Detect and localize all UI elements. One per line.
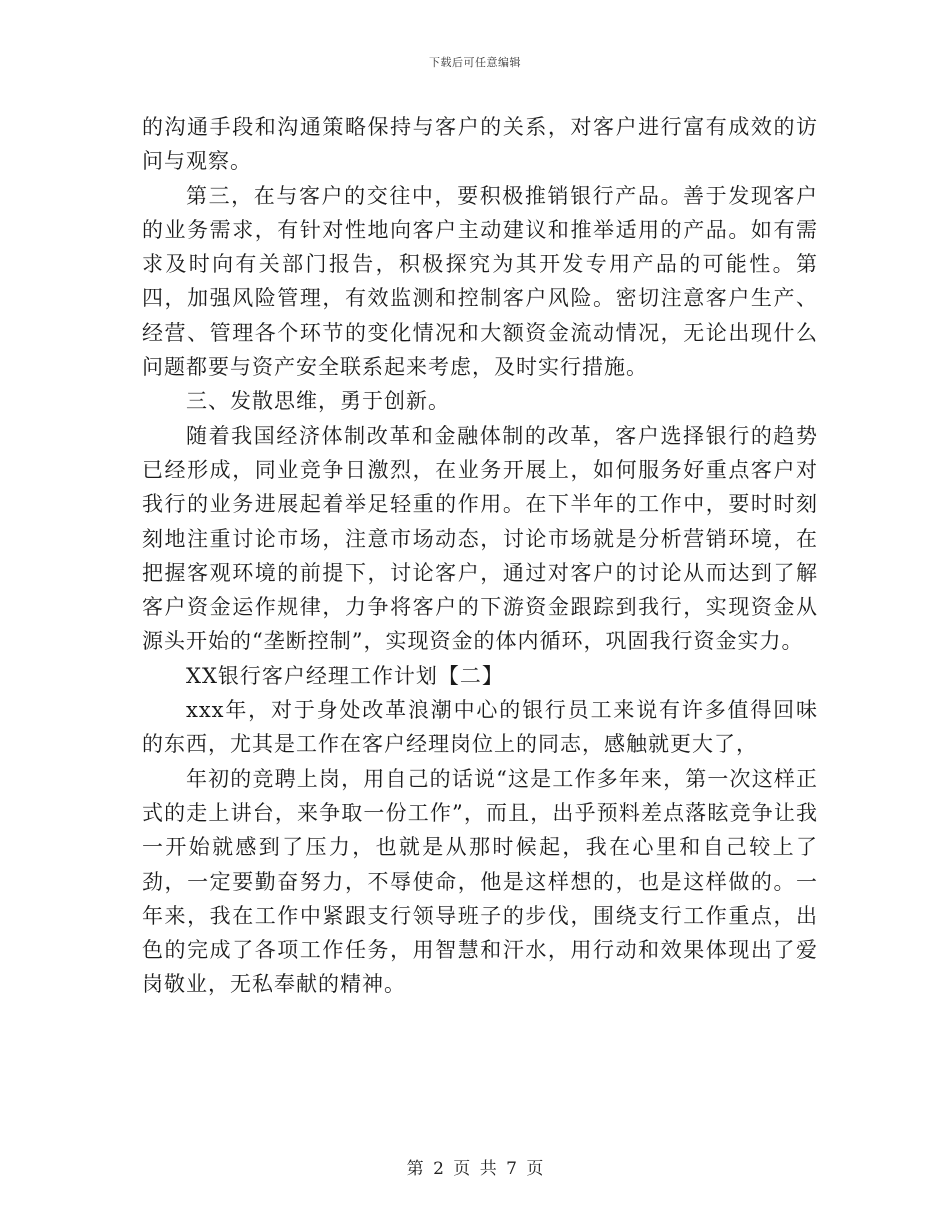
paragraph: 随着我国经济体制改革和金融体制的改革，客户选择银行的趋势已经形成，同业竞争日激烈，在业务开展上，如何服务好重点客户对我行的业务进展起着举足轻重的作用。在下半年的工作中，要时时刻刻地注重讨论市场，注意市场动态，讨论市场就是分析营销环境，在把握客观环境的前提下，讨论客户，通过对客户的讨论从而达到了解客户资金运作规律，力争将客户的下游资金跟踪到我行，实现资金从源头开始的“垄断控制”，实现资金的体内循环，巩固我行资金实力。 — [142, 423, 818, 654]
paragraph: xxx年，对于身处改革浪潮中心的银行员工来说有许多值得回味的东西，尤其是工作在客户经理岗位上的同志，感触就更大了， — [142, 698, 818, 757]
document-body — [142, 110, 818, 1002]
section-heading: 三、发散思维，勇于创新。 — [186, 389, 450, 414]
page-header: 下载后可任意编辑 — [429, 56, 521, 69]
paragraph: 的沟通手段和沟通策略保持与客户的关系，对客户进行富有成效的访问与观察。 — [142, 115, 818, 174]
page-number-footer: 第 2 页 共 7 页 — [406, 1159, 544, 1179]
section-title: XX银行客户经理工作计划【二】 — [186, 663, 504, 688]
paragraph: 第三，在与客户的交往中，要积极推销银行产品。善于发现客户的业务需求，有针对性地向客户主动建议和推举适用的产品。如有需求及时向有关部门报告，积极探究为其开发专用产品的可能性。第四，加强风险管理，有效监测和控制客户风险。密切注意客户生产、经营、管理各个环节的变化情况和大额资金流动情况，无论出现什么问题都要与资产安全联系起来考虑，及时实行措施。 — [142, 183, 818, 380]
paragraph: 年初的竞聘上岗，用自己的话说“这是工作多年来，第一次这样正式的走上讲台，来争取一份工作”，而且，出乎预料差点落眩竞争让我一开始就感到了压力，也就是从那时候起，我在心里和自己较上了劲，一定要勤奋努力，不辱使命，他是这样想的，也是这样做的。一年来，我在工作中紧跟支行领导班子的步伐，围绕支行工作重点，出色的完成了各项工作任务，用智慧和汗水，用行动和效果体现出了爱岗敬业，无私奉献的精神。 — [142, 766, 818, 997]
